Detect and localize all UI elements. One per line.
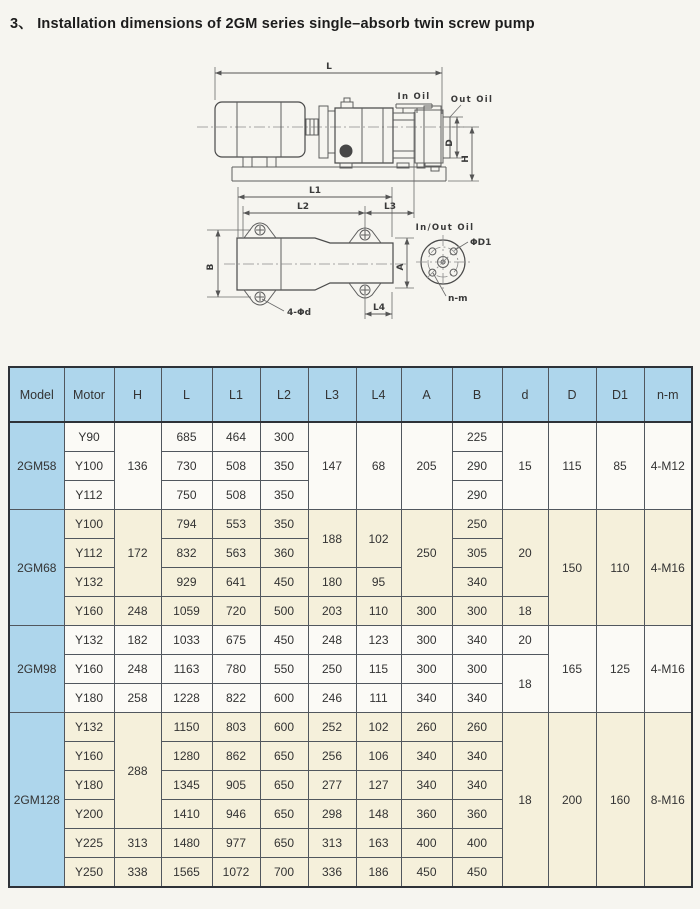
value-cell: 205 xyxy=(401,422,452,510)
col-header-l4: L4 xyxy=(356,367,401,422)
in-oil-label: In Oil xyxy=(397,92,431,102)
motor-cell: Y132 xyxy=(64,626,114,655)
motor-cell: Y250 xyxy=(64,858,114,888)
out-oil-label: Out Oil xyxy=(450,95,494,105)
value-cell: 650 xyxy=(260,771,308,800)
motor-cell: Y112 xyxy=(64,539,114,568)
value-cell: 313 xyxy=(114,829,161,858)
value-cell: 115 xyxy=(548,422,596,510)
value-cell: 200 xyxy=(548,713,596,888)
value-cell: 248 xyxy=(114,597,161,626)
value-cell: 340 xyxy=(401,684,452,713)
value-cell: 360 xyxy=(452,800,502,829)
value-cell: 650 xyxy=(260,800,308,829)
value-cell: 340 xyxy=(452,742,502,771)
value-cell: 248 xyxy=(114,655,161,684)
motor-cell: Y200 xyxy=(64,800,114,829)
value-cell: 15 xyxy=(502,422,548,510)
value-cell: 350 xyxy=(260,510,308,539)
col-header-motor: Motor xyxy=(64,367,114,422)
value-cell: 675 xyxy=(212,626,260,655)
value-cell: 650 xyxy=(260,829,308,858)
value-cell: 248 xyxy=(308,626,356,655)
col-header-b: B xyxy=(452,367,502,422)
value-cell: 188 xyxy=(308,510,356,568)
pump-installation-drawing xyxy=(0,40,700,352)
value-cell: 360 xyxy=(401,800,452,829)
value-cell: 20 xyxy=(502,510,548,597)
value-cell: 340 xyxy=(401,771,452,800)
n-m-label: n-m xyxy=(448,294,468,304)
value-cell: 225 xyxy=(452,422,502,452)
value-cell: 313 xyxy=(308,829,356,858)
col-header-l2: L2 xyxy=(260,367,308,422)
dim-label-h: H xyxy=(461,155,471,163)
value-cell: 300 xyxy=(260,422,308,452)
value-cell: 508 xyxy=(212,452,260,481)
model-cell: 2GM128 xyxy=(9,713,64,888)
value-cell: 822 xyxy=(212,684,260,713)
dim-label-l: L xyxy=(326,62,332,72)
value-cell: 4-M16 xyxy=(644,510,692,626)
phi-d1-label: ΦD1 xyxy=(470,238,492,248)
value-cell: 150 xyxy=(548,510,596,626)
motor-cell: Y225 xyxy=(64,829,114,858)
value-cell: 929 xyxy=(161,568,212,597)
bolt-hole-label: 4-Φd xyxy=(287,308,312,318)
value-cell: 165 xyxy=(548,626,596,713)
value-cell: 464 xyxy=(212,422,260,452)
value-cell: 300 xyxy=(401,626,452,655)
value-cell: 290 xyxy=(452,481,502,510)
dim-label-l2: L2 xyxy=(297,202,309,212)
value-cell: 290 xyxy=(452,452,502,481)
motor-cell: Y100 xyxy=(64,510,114,539)
value-cell: 163 xyxy=(356,829,401,858)
value-cell: 350 xyxy=(260,452,308,481)
value-cell: 340 xyxy=(452,568,502,597)
value-cell: 350 xyxy=(260,481,308,510)
value-cell: 1072 xyxy=(212,858,260,888)
value-cell: 340 xyxy=(401,742,452,771)
dim-label-b: B xyxy=(206,263,216,271)
value-cell: 336 xyxy=(308,858,356,888)
table-row xyxy=(9,422,692,452)
value-cell: 600 xyxy=(260,684,308,713)
value-cell: 115 xyxy=(356,655,401,684)
value-cell: 905 xyxy=(212,771,260,800)
value-cell: 300 xyxy=(401,597,452,626)
table-row xyxy=(9,510,692,539)
value-cell: 172 xyxy=(114,510,161,597)
value-cell: 250 xyxy=(452,510,502,539)
col-header-model: Model xyxy=(9,367,64,422)
value-cell: 1345 xyxy=(161,771,212,800)
dim-label-d: D xyxy=(445,139,455,147)
col-header-d-big: D xyxy=(548,367,596,422)
motor-cell: Y132 xyxy=(64,713,114,742)
value-cell: 300 xyxy=(401,655,452,684)
motor-cell: Y132 xyxy=(64,568,114,597)
value-cell: 500 xyxy=(260,597,308,626)
value-cell: 288 xyxy=(114,713,161,829)
value-cell: 862 xyxy=(212,742,260,771)
value-cell: 300 xyxy=(452,597,502,626)
value-cell: 1059 xyxy=(161,597,212,626)
col-header-h: H xyxy=(114,367,161,422)
value-cell: 977 xyxy=(212,829,260,858)
value-cell: 1280 xyxy=(161,742,212,771)
value-cell: 250 xyxy=(308,655,356,684)
value-cell: 450 xyxy=(401,858,452,888)
value-cell: 250 xyxy=(401,510,452,597)
col-header-l1: L1 xyxy=(212,367,260,422)
value-cell: 563 xyxy=(212,539,260,568)
value-cell: 400 xyxy=(452,829,502,858)
col-header-l3: L3 xyxy=(308,367,356,422)
value-cell: 553 xyxy=(212,510,260,539)
value-cell: 1228 xyxy=(161,684,212,713)
value-cell: 730 xyxy=(161,452,212,481)
value-cell: 8-M16 xyxy=(644,713,692,888)
value-cell: 832 xyxy=(161,539,212,568)
value-cell: 360 xyxy=(260,539,308,568)
col-header-nm: n-m xyxy=(644,367,692,422)
value-cell: 600 xyxy=(260,713,308,742)
col-header-a: A xyxy=(401,367,452,422)
motor-cell: Y90 xyxy=(64,422,114,452)
value-cell: 340 xyxy=(452,771,502,800)
motor-cell: Y112 xyxy=(64,481,114,510)
value-cell: 1410 xyxy=(161,800,212,829)
value-cell: 18 xyxy=(502,597,548,626)
value-cell: 252 xyxy=(308,713,356,742)
value-cell: 68 xyxy=(356,422,401,510)
motor-cell: Y100 xyxy=(64,452,114,481)
dimension-table xyxy=(8,366,693,888)
value-cell: 160 xyxy=(596,713,644,888)
value-cell: 203 xyxy=(308,597,356,626)
value-cell: 18 xyxy=(502,655,548,713)
value-cell: 148 xyxy=(356,800,401,829)
value-cell: 550 xyxy=(260,655,308,684)
dim-label-l1: L1 xyxy=(309,186,321,196)
value-cell: 102 xyxy=(356,510,401,568)
value-cell: 794 xyxy=(161,510,212,539)
dim-label-l3: L3 xyxy=(384,202,396,212)
model-cell: 2GM68 xyxy=(9,510,64,626)
flange-view xyxy=(416,223,492,304)
value-cell: 750 xyxy=(161,481,212,510)
value-cell: 685 xyxy=(161,422,212,452)
value-cell: 340 xyxy=(452,626,502,655)
value-cell: 450 xyxy=(260,626,308,655)
value-cell: 180 xyxy=(308,568,356,597)
value-cell: 1565 xyxy=(161,858,212,888)
value-cell: 450 xyxy=(452,858,502,888)
value-cell: 1480 xyxy=(161,829,212,858)
value-cell: 700 xyxy=(260,858,308,888)
value-cell: 256 xyxy=(308,742,356,771)
value-cell: 4-M16 xyxy=(644,626,692,713)
value-cell: 300 xyxy=(452,655,502,684)
value-cell: 803 xyxy=(212,713,260,742)
value-cell: 106 xyxy=(356,742,401,771)
value-cell: 246 xyxy=(308,684,356,713)
model-cell: 2GM58 xyxy=(9,422,64,510)
value-cell: 450 xyxy=(260,568,308,597)
value-cell: 400 xyxy=(401,829,452,858)
value-cell: 650 xyxy=(260,742,308,771)
value-cell: 260 xyxy=(452,713,502,742)
value-cell: 182 xyxy=(114,626,161,655)
value-cell: 4-M12 xyxy=(644,422,692,510)
value-cell: 20 xyxy=(502,626,548,655)
value-cell: 720 xyxy=(212,597,260,626)
motor-cell: Y160 xyxy=(64,597,114,626)
model-cell: 2GM98 xyxy=(9,626,64,713)
value-cell: 1033 xyxy=(161,626,212,655)
value-cell: 85 xyxy=(596,422,644,510)
value-cell: 111 xyxy=(356,684,401,713)
value-cell: 18 xyxy=(502,713,548,888)
value-cell: 641 xyxy=(212,568,260,597)
value-cell: 305 xyxy=(452,539,502,568)
dim-label-a: A xyxy=(396,263,406,271)
value-cell: 123 xyxy=(356,626,401,655)
value-cell: 1163 xyxy=(161,655,212,684)
page-title: 3、 Installation dimensions of 2GM series single–absorb twin screw pump xyxy=(10,16,535,32)
value-cell: 127 xyxy=(356,771,401,800)
table-row xyxy=(9,713,692,742)
value-cell: 147 xyxy=(308,422,356,510)
value-cell: 780 xyxy=(212,655,260,684)
value-cell: 277 xyxy=(308,771,356,800)
side-view xyxy=(197,62,493,181)
dim-label-l4: L4 xyxy=(373,303,385,313)
value-cell: 946 xyxy=(212,800,260,829)
col-header-d-small: d xyxy=(502,367,548,422)
pump-drawing-svg xyxy=(0,40,700,352)
value-cell: 186 xyxy=(356,858,401,888)
value-cell: 338 xyxy=(114,858,161,888)
in-out-oil-label: In/Out Oil xyxy=(415,223,475,233)
col-header-l: L xyxy=(161,367,212,422)
value-cell: 508 xyxy=(212,481,260,510)
value-cell: 1150 xyxy=(161,713,212,742)
value-cell: 340 xyxy=(452,684,502,713)
value-cell: 298 xyxy=(308,800,356,829)
motor-cell: Y160 xyxy=(64,655,114,684)
value-cell: 125 xyxy=(596,626,644,713)
motor-cell: Y180 xyxy=(64,684,114,713)
header-row xyxy=(9,367,692,422)
value-cell: 260 xyxy=(401,713,452,742)
value-cell: 258 xyxy=(114,684,161,713)
value-cell: 136 xyxy=(114,422,161,510)
motor-cell: Y160 xyxy=(64,742,114,771)
motor-cell: Y180 xyxy=(64,771,114,800)
value-cell: 110 xyxy=(596,510,644,626)
value-cell: 110 xyxy=(356,597,401,626)
col-header-d1: D1 xyxy=(596,367,644,422)
value-cell: 95 xyxy=(356,568,401,597)
table-row xyxy=(9,626,692,655)
value-cell: 102 xyxy=(356,713,401,742)
